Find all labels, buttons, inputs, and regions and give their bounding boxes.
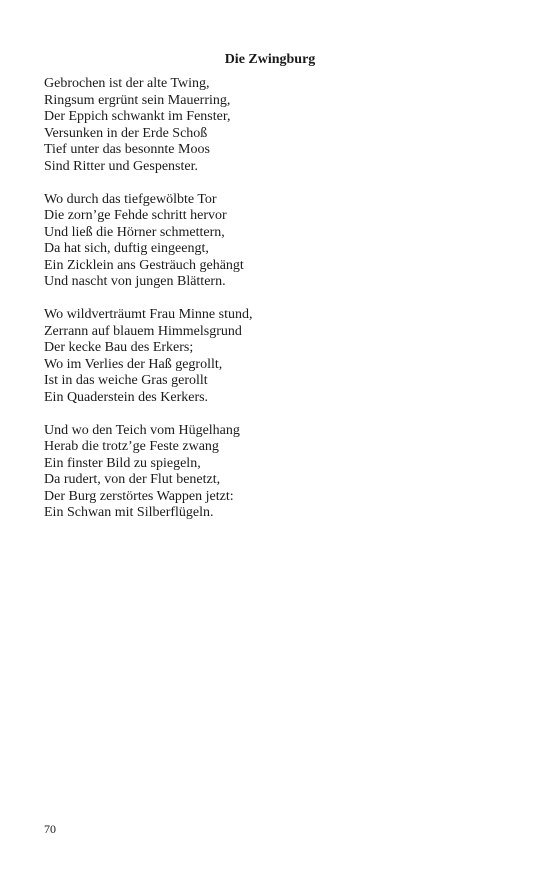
poem-line: Versunken in der Erde Schoß (44, 125, 208, 141)
stanza-3 (44, 307, 504, 406)
poem-line: Da hat sich, duftig eingeengt, (44, 241, 209, 256)
poem-title (0, 50, 510, 70)
poem-line: Ist in das weiche Gras gerollt (44, 373, 208, 388)
poem-line: Der Burg zerstörtes Wappen jetzt: (44, 488, 234, 504)
poem-line: Der kecke Bau des Erkers; (44, 340, 194, 355)
poem-line: Da rudert, von der Flut benetzt, (44, 472, 221, 487)
poem-line: Ein Schwan mit Silberflügeln. (44, 505, 214, 520)
poem-line: Wo im Verlies der Haß gegrollt, (44, 356, 223, 372)
poem-line: Gebrochen ist der alte Twing, (44, 76, 210, 91)
stanza-2 (44, 192, 504, 291)
poem-line: Die zorn’ge Fehde schritt hervor (44, 208, 227, 223)
poem-line: Und wo den Teich vom Hügelhang (44, 422, 240, 438)
stanza-4 (44, 423, 504, 522)
poem-line: Und ließ die Hörner schmettern, (44, 224, 225, 240)
poem-line: Ringsum ergrünt sein Mauerring, (44, 92, 231, 108)
poem-line: Ein Quaderstein des Kerkers. (44, 389, 209, 405)
stanza-1 (44, 76, 504, 175)
poem-line: Wo wildverträumt Frau Minne stund, (44, 307, 253, 322)
poem-line: Sind Ritter und Gespenster. (44, 158, 198, 174)
poem-line: Ein Zicklein ans Gesträuch gehängt (44, 257, 244, 273)
poem-line: Zerrann auf blauem Himmelsgrund (44, 323, 242, 339)
poem-line: Der Eppich schwankt im Fenster, (44, 109, 231, 124)
poem-line: Ein finster Bild zu spiegeln, (44, 455, 201, 471)
poem-title-text: Die Zwingburg (224, 52, 316, 67)
poem-line: Und nascht von jungen Blättern. (44, 274, 226, 289)
poem-line: Herab die trotz’ge Feste zwang (44, 439, 219, 454)
poem-line: Tief unter das besonnte Moos (44, 142, 210, 157)
poem-line: Wo durch das tiefgewölbte Tor (44, 191, 217, 207)
poem-body (44, 76, 504, 538)
page-number: 70 (44, 822, 56, 836)
